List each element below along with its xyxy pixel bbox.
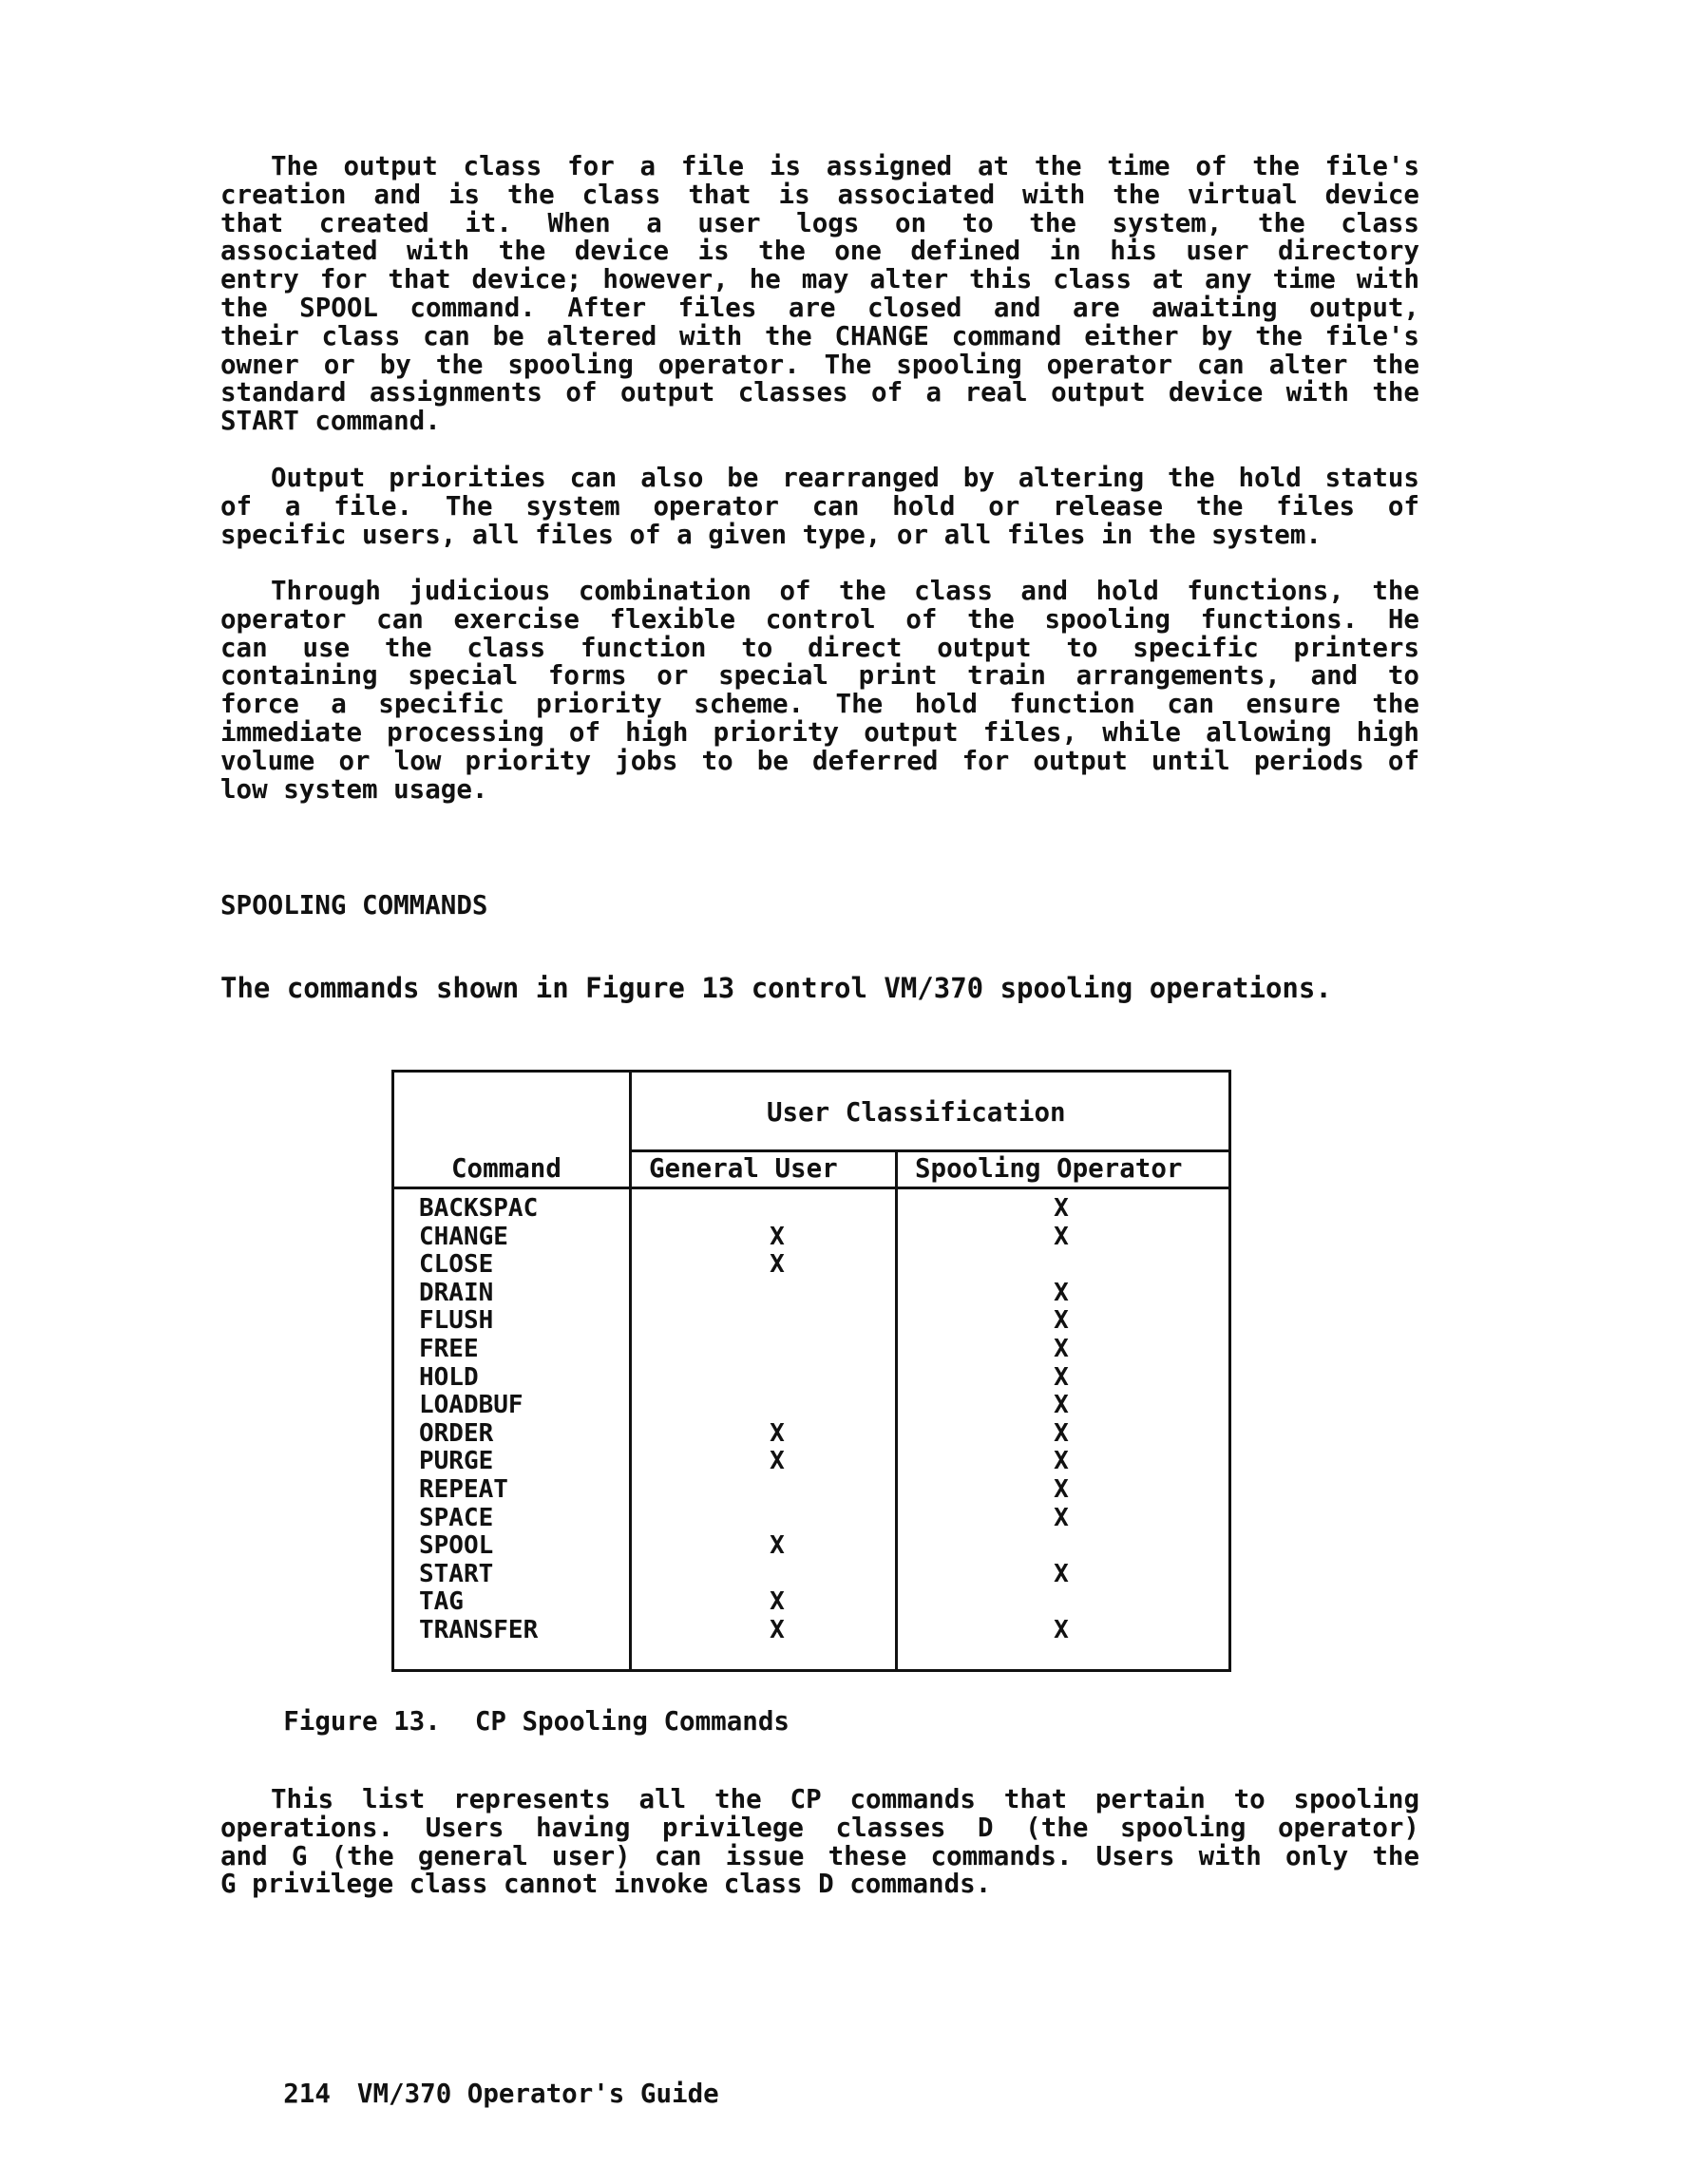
column-divider xyxy=(895,1149,898,1669)
table-cell-general-user: X xyxy=(770,1587,785,1617)
table-cell-general-user: X xyxy=(770,1616,785,1644)
paragraph-class-hold-functions xyxy=(220,578,1419,804)
column-divider xyxy=(629,1073,632,1669)
table-cell-spooling-operator: X xyxy=(1054,1362,1069,1392)
text-line: associated with the device is the one defined in his user directory xyxy=(220,236,1419,267)
figure-caption xyxy=(220,1676,790,1767)
text-line: Output priorities can also be rearranged by altering the hold status xyxy=(271,463,1419,493)
text-line: can use the class function to direct output to specific printers xyxy=(220,632,1419,663)
table-cell-command: TRANSFER xyxy=(419,1616,539,1644)
table-cell-spooling-operator: X xyxy=(1054,1475,1069,1504)
paragraph-output-class xyxy=(220,153,1419,436)
text-line: operator can exercise flexible control of the spooling functions. He xyxy=(220,603,1419,635)
text-line: and G (the general user) can issue these commands. Users with only the xyxy=(220,1840,1419,1871)
text-line: containing special forms or special print train arrangements, and to xyxy=(220,660,1419,692)
column-header-spooling-operator: Spooling Operator xyxy=(915,1153,1183,1184)
table-cell-command: REPEAT xyxy=(419,1475,508,1504)
header-bottom-divider xyxy=(394,1187,1228,1189)
text-line: Through judicious combination of the class and hold functions, the xyxy=(271,576,1419,606)
header-divider xyxy=(629,1149,1228,1152)
caption-title: CP Spooling Commands xyxy=(474,1706,790,1737)
table-cell-spooling-operator: X xyxy=(1054,1559,1069,1588)
text-line: that created it. When a user logs on to the system, the class xyxy=(220,207,1419,238)
text-line: This list represents all the CP commands that pertain to spooling xyxy=(271,1784,1419,1814)
text-line: standard assignments of output classes of a real output device with the xyxy=(220,377,1419,408)
table-cell-command: ORDER xyxy=(419,1418,494,1448)
text-line: force a specific priority scheme. The hold function can ensure the xyxy=(220,689,1419,720)
table-cell-spooling-operator: X xyxy=(1054,1306,1069,1336)
text-line: creation and is the class that is associated with the virtual device xyxy=(220,179,1419,210)
group-header: User Classification xyxy=(767,1097,1066,1128)
table-cell-command: START xyxy=(419,1559,494,1588)
table-cell-spooling-operator: X xyxy=(1054,1194,1069,1223)
text-line: of a file. The system operator can hold or release the files of xyxy=(220,490,1419,522)
footer-title: VM/370 Operator's Guide xyxy=(356,2079,719,2109)
text-line: low system usage. xyxy=(220,773,488,805)
table-cell-command: CHANGE xyxy=(419,1222,508,1251)
text-line: specific users, all files of a given type, or all files in the system. xyxy=(220,519,1322,550)
text-line: the SPOOL command. After files are closed and are awaiting output, xyxy=(220,292,1419,323)
text-line: The output class for a file is assigned at the time of the file's xyxy=(271,151,1419,181)
table-cell-general-user: X xyxy=(770,1447,785,1476)
commands-table xyxy=(391,1070,1231,1672)
paragraph-output-priorities xyxy=(220,465,1419,549)
text-line: volume or low priority jobs to be deferred for output until periods of xyxy=(220,745,1419,776)
text-line: immediate processing of high priority output files, while allowing high xyxy=(220,716,1419,748)
table-cell-command: HOLD xyxy=(419,1362,479,1392)
page-footer xyxy=(220,2048,719,2139)
column-header-general-user: General User xyxy=(649,1153,838,1184)
table-cell-command: FLUSH xyxy=(419,1306,494,1336)
table-cell-spooling-operator: X xyxy=(1054,1418,1069,1448)
table-cell-spooling-operator: X xyxy=(1054,1447,1069,1476)
table-cell-command: PURGE xyxy=(419,1447,494,1476)
table-cell-command: TAG xyxy=(419,1587,464,1617)
table-cell-general-user: X xyxy=(770,1222,785,1251)
text-line: G privilege class cannot invoke class D commands. xyxy=(220,1869,992,1900)
table-cell-command: FREE xyxy=(419,1335,479,1363)
text-line: owner or by the spooling operator. The spooling operator can alter the xyxy=(220,349,1419,380)
table-cell-spooling-operator: X xyxy=(1054,1222,1069,1251)
table-cell-spooling-operator: X xyxy=(1054,1391,1069,1420)
column-header-command: Command xyxy=(451,1153,561,1184)
table-cell-spooling-operator: X xyxy=(1054,1503,1069,1532)
table-cell-command: DRAIN xyxy=(419,1278,494,1307)
table-cell-command: SPACE xyxy=(419,1503,494,1532)
text-line: their class can be altered with the CHANGE command either by the file's xyxy=(220,320,1419,351)
table-cell-spooling-operator: X xyxy=(1054,1335,1069,1363)
table-cell-command: CLOSE xyxy=(419,1250,494,1280)
table-cell-command: SPOOL xyxy=(419,1531,494,1561)
section-heading: SPOOLING COMMANDS xyxy=(220,890,488,921)
table-cell-command: BACKSPAC xyxy=(419,1194,539,1223)
table-cell-general-user: X xyxy=(770,1418,785,1448)
table-cell-spooling-operator: X xyxy=(1054,1616,1069,1644)
text-line: START command. xyxy=(220,406,441,437)
table-cell-general-user: X xyxy=(770,1250,785,1280)
paragraph-privilege-classes xyxy=(220,1786,1419,1899)
text-line: entry for that device; however, he may alter this class at any time with xyxy=(220,264,1419,295)
table-cell-command: LOADBUF xyxy=(419,1391,523,1420)
page-number: 214 xyxy=(283,2079,331,2109)
text-line: operations. Users having privilege classes D (the spooling operator) xyxy=(220,1812,1419,1843)
intro-sentence: The commands shown in Figure 13 control VM/370 spooling operations. xyxy=(220,972,1332,1004)
table-cell-general-user: X xyxy=(770,1531,785,1561)
caption-label: Figure 13. xyxy=(283,1706,441,1737)
table-cell-spooling-operator: X xyxy=(1054,1278,1069,1307)
